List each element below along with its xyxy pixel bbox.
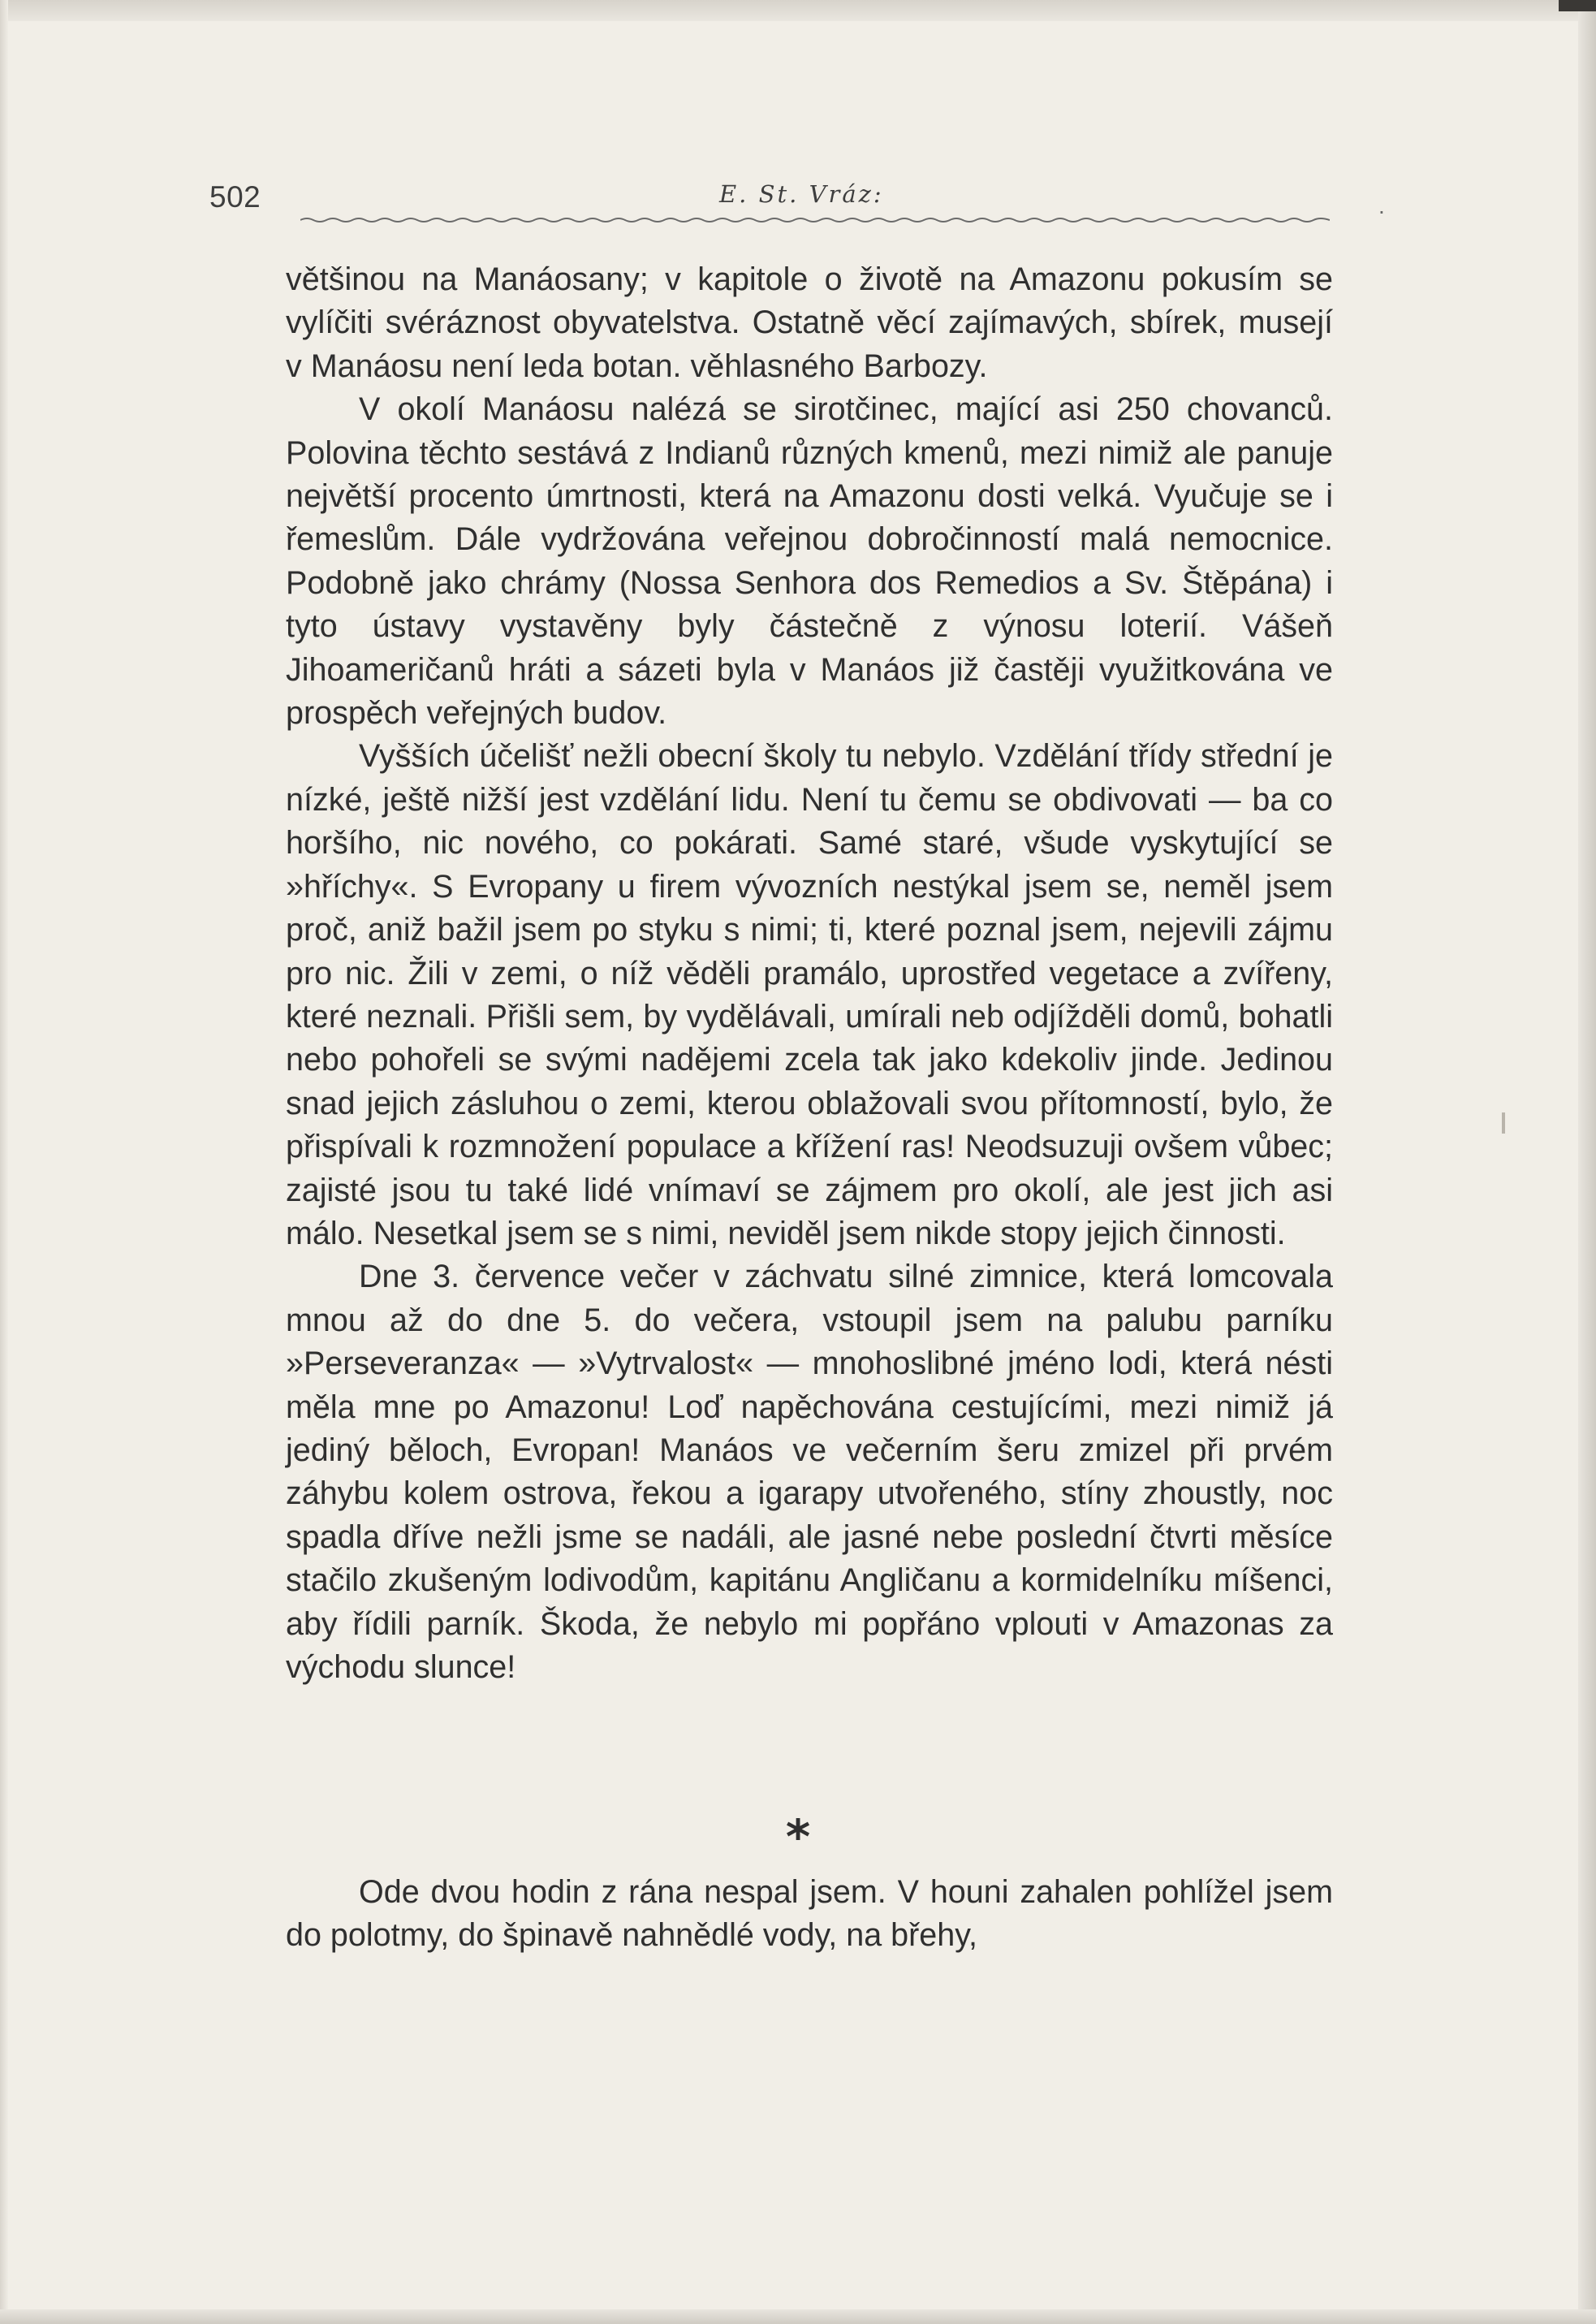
section-break-asterisk: * bbox=[785, 1809, 811, 1864]
margin-speck bbox=[1502, 1112, 1505, 1134]
paragraph: Dne 3. července večer v záchvatu silné zimnice, která lomcovala mnou až do dne 5. do večera, vstoupil jsem na palubu parníku »Perseveranza« — »Vytrvalost« — mnohoslibné jméno lodi, která nésti měla mne po Amazonu! Loď napěchována cestujícími, mezi nimiž já jediný běloch, Evropan! Manáos ve večerním šeru zmizel při prvém záhybu kolem ostrova, řekou a igarapy utvořeného, stíny zhoustly, noc spadla dříve nežli jsme se nadáli, ale jasné nebe poslední čtvrti měsíce stačilo zkušeným lodivodům, kapitánu Angličanu a kormidelníku míšenci, aby řídili parník. Škoda, že nebylo mi popřáno vplouti v Amazonas za východu slunce! bbox=[286, 1259, 1333, 1685]
paragraph: většinou na Manáosany; v kapitole o životě na Amazonu pokusím se vylíčiti svéráznost obyvatelstva. Ostatně věcí zajímavých, sbírek, musejí v Manáosu není leda botan. věhlasného Barbozy. bbox=[286, 261, 1333, 384]
scan-edge-bottom bbox=[0, 2309, 1596, 2324]
final-paragraph: Ode dvou hodin z rána nespal jsem. V houni zahalen pohlížel jsem do polotmy, do špinavě nahnědlé vody, na břehy, bbox=[286, 1874, 1333, 1954]
paragraph: Vyšších účelišť nežli obecní školy tu nebylo. Vzdělání třídy střední je nízké, ještě nižší jest vzdělání lidu. Není tu čemu se obdivovati — ba co horšího, nic nového, co pokárati. Samé staré, všude vyskytující se »hříchy«. S Evropany u firem vývozních nestýkal jsem se, neměl jsem proč, aniž bažil jsem po styku s nimi; ti, které poznal jsem, nejevili zájmu pro nic. Žili v zemi, o níž věděli pramálo, uprostřed vegetace a zvířeny, které neznali. Přišli sem, by vydělávali, umírali neb odjížděli domů, bohatli nebo pohořeli se svými nadějemi zcela tak jako kdekoliv jinde. Jedinou snad jejich zásluhou o zemi, kterou oblažovali svou přítomností, bylo, že přispívali k rozmnožení populace a křížení ras! Neodsuzuji ovšem vůbec; zajisté jsou tu také lidé vnímaví se zájmem pro okolí, ale jest jich asi málo. Nesetkal jsem se s nimi, neviděl jsem nikde stopy jejich činnosti. bbox=[286, 738, 1333, 1251]
scan-edge-left bbox=[0, 0, 8, 2324]
scan-edge-top bbox=[0, 0, 1596, 21]
header-dot: . bbox=[1378, 193, 1385, 218]
body-text bbox=[286, 258, 1333, 1689]
running-head: E. St. Vráz: bbox=[719, 180, 884, 208]
page-number: 502 bbox=[209, 180, 261, 214]
scan-corner-mark bbox=[1559, 0, 1596, 11]
scan-edge-right bbox=[1578, 0, 1596, 2324]
header-wavy-rule bbox=[300, 216, 1330, 224]
paragraph: V okolí Manáosu nalézá se sirotčinec, mající asi 250 chovanců. Polovina těchto sestává z Indianů různých kmenů, mezi nimiž ale panuje největší procento úmrtnosti, která na Amazonu dosti velká. Vyučuje se i řemeslům. Dále vydržována veřejnou dobročinností malá nemocnice. Podobně jako chrámy (Nossa Senhora dos Remedios a Sv. Štěpána) i tyto ústavy vystavěny byly částečně z výnosu loterií. Vášeň Jihoameričanů hráti a sázeti byla v Manáos již častěji využitkována ve prospěch veřejných budov. bbox=[286, 391, 1333, 732]
